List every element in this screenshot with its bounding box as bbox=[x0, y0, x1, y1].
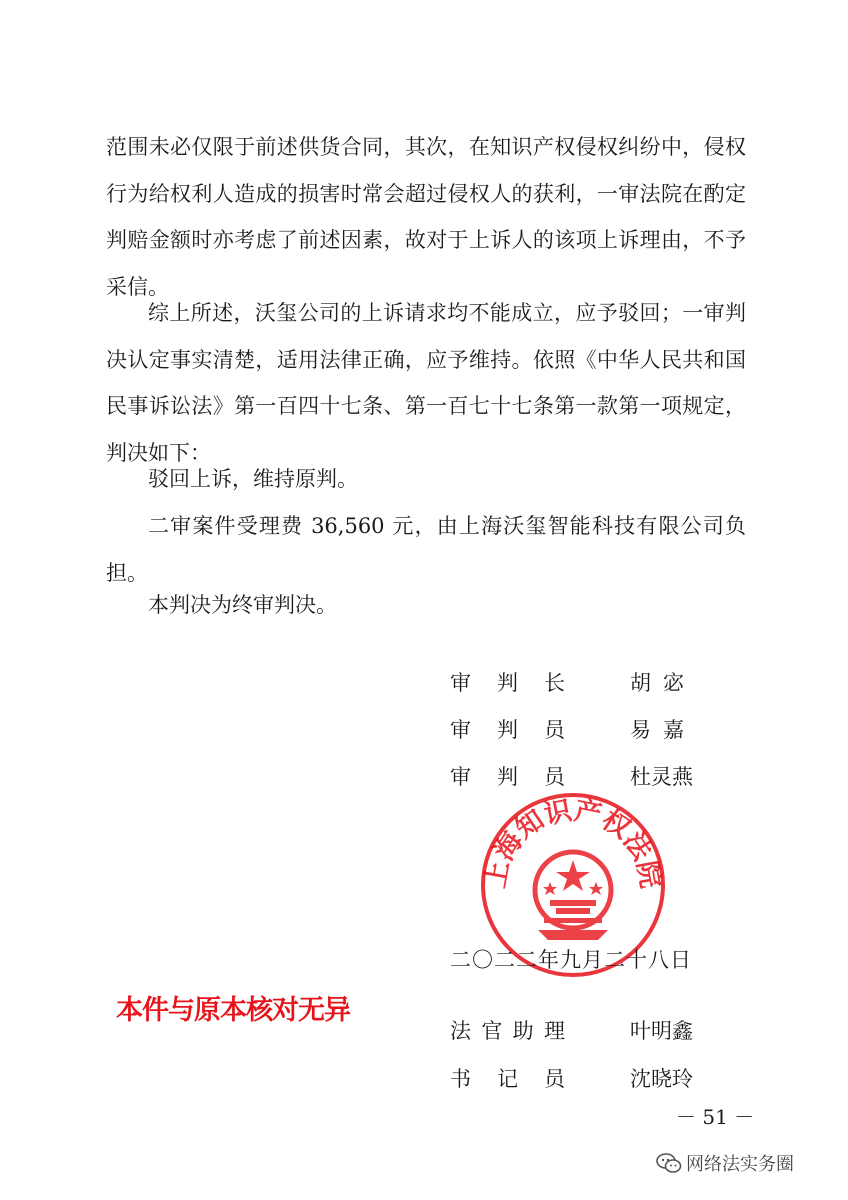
role-char: 员 bbox=[544, 765, 565, 789]
role-char: 员 bbox=[544, 718, 565, 742]
role-char: 理 bbox=[543, 1019, 565, 1043]
paragraph-conclusion: 综上所述，沃玺公司的上诉请求均不能成立，应予驳回；一审判决认定事实清楚，适用法律正确，应予维持。依照《中华人民共和国民事诉讼法》第一百四十七条、第一百七十七条第一款第一项规定，判决如下： bbox=[106, 301, 746, 465]
paragraph-ruling: 驳回上诉，维持原判。 bbox=[148, 467, 358, 491]
role-char: 判 bbox=[497, 718, 518, 742]
signature-role bbox=[450, 1064, 565, 1094]
signature-name: 沈晓玲 bbox=[630, 1067, 693, 1091]
judgment-date: 二〇二二年九月二十八日 bbox=[450, 948, 692, 972]
role-char: 审 bbox=[450, 671, 471, 695]
role-char: 审 bbox=[450, 765, 471, 789]
page-number: － 51 － bbox=[676, 1105, 755, 1129]
svg-text:上海知识产权法院: 上海知识产权法院 bbox=[480, 795, 666, 891]
verification-stamp: 本件与原本核对无异 bbox=[116, 995, 350, 1026]
role-char: 审 bbox=[450, 718, 471, 742]
paragraph-continued: 范围未必仅限于前述供货合同，其次，在知识产权侵权纠纷中，侵权行为给权利人造成的损害时常会超过侵权人的获利，一审法院在酌定判赔金额时亦考虑了前述因素，故对于上诉人的该项上诉理由，不予采信。 bbox=[106, 135, 746, 299]
role-char: 官 bbox=[481, 1019, 503, 1043]
role-char: 长 bbox=[544, 671, 565, 695]
role-char: 记 bbox=[497, 1067, 518, 1091]
signature-chief-judge bbox=[450, 668, 710, 698]
signature-role bbox=[450, 1016, 565, 1046]
signature-name: 杜灵燕 bbox=[630, 765, 693, 789]
watermark-text: 网络法实务圈 bbox=[686, 1154, 794, 1175]
wechat-icon bbox=[656, 1152, 682, 1174]
signature-clerk bbox=[450, 1064, 710, 1094]
signature-name: 胡宓 bbox=[630, 671, 696, 695]
watermark bbox=[656, 1150, 794, 1176]
signature-role bbox=[450, 668, 565, 698]
signature-judicial-assistant bbox=[450, 1016, 710, 1046]
role-char: 助 bbox=[512, 1019, 534, 1043]
signature-role bbox=[450, 715, 565, 745]
role-char: 员 bbox=[544, 1067, 565, 1091]
role-char: 法 bbox=[450, 1019, 471, 1043]
signature-role bbox=[450, 762, 565, 792]
signature-judge bbox=[450, 715, 710, 745]
paragraph-fee: 二审案件受理费 36,560 元，由上海沃玺智能科技有限公司负担。 bbox=[106, 514, 746, 585]
signature-name: 易嘉 bbox=[630, 718, 696, 742]
role-char: 书 bbox=[450, 1067, 471, 1091]
role-char: 判 bbox=[497, 671, 518, 695]
signature-name: 叶明鑫 bbox=[630, 1019, 693, 1043]
signature-judge bbox=[450, 762, 710, 792]
paragraph-final: 本判决为终审判决。 bbox=[148, 593, 337, 617]
role-char: 判 bbox=[497, 765, 518, 789]
